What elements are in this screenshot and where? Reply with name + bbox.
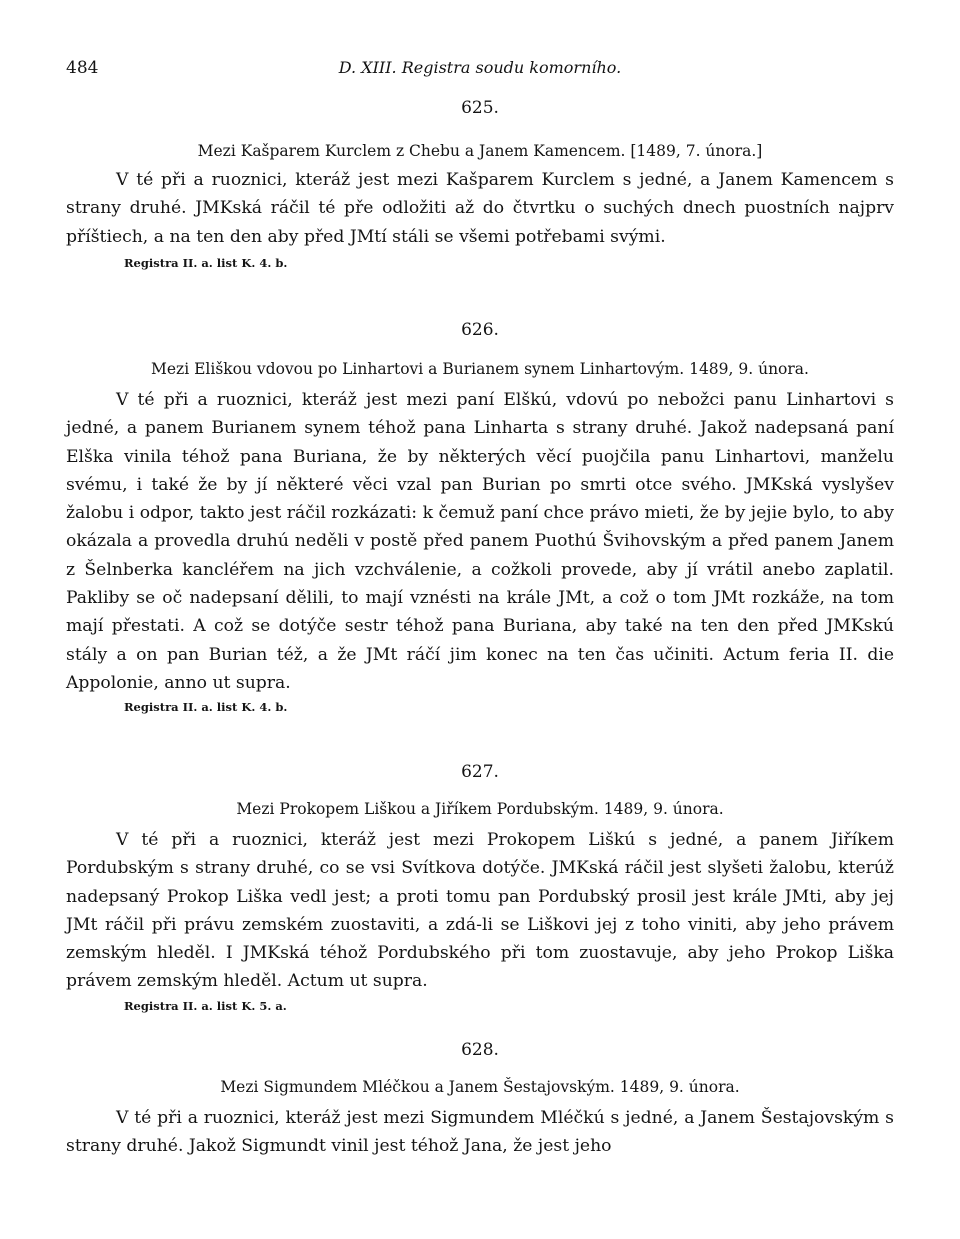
entry-number: 626. — [461, 320, 499, 340]
entry-625 — [66, 98, 894, 273]
source-reference: Registra II. a. list K. 5. a. — [124, 998, 287, 1013]
entry-title: Mezi Eliškou vdovou po Linhartovi a Burianem synem Linhartovým. 1489, 9. února. — [151, 360, 809, 378]
entry-627 — [66, 762, 894, 1016]
entry-text: V té při a ruoznici, kteráž jest mezi Sigmundem Mléčkú s jedné, a Janem Šestajovským s strany druhé. Jakož Sigmundt vinil jest téhož Jana, že jest jeho — [66, 1108, 894, 1157]
entry-626 — [66, 320, 894, 717]
source-reference: Registra II. a. list K. 4. b. — [124, 700, 288, 715]
source-reference: Registra II. a. list K. 4. b. — [124, 255, 288, 270]
entry-text: V té při a ruoznici, kteráž jest mezi paní Elškú, vdovú po nebožci panu Linhartovi s jedné, a panem Burianem synem téhož pana Linharta s strany druhé. Jakož nadepsaná paní Elška vinila téhož pana Buriana, že by některých věcí puojčila panu Linhartovi, manželu svému, i také že by jí některé věci vzal pan Burian po smrti otce svého. JMKská vyslyšev žalobu i odpor, takto jest ráčil rozkázati: k čemuž paní chce právo mieti, že by jejie bylo, to aby okázala a provedla druhú neděli v postě před panem Puothú Švihovským a před panem Janem z Šelnberka kancléřem na jich vzchválenie, a cožkoli provede, aby jí vrátil anebo zaplatil. Pakliby se oč nadepsaní dělili, to mají vznésti na krále JMt, a což o tom JMt rozkáže, na tom mají přestati. A což se dotýče sestr téhož pana Buriana, aby také na ten den před JMKskú stály a on pan Burian též, a že JMt ráčí jim konec na ten čas učiniti. Actum feria II. die Appolonie, anno ut supra. — [66, 390, 894, 693]
entry-text: V té při a ruoznici, kteráž jest mezi Prokopem Liškú s jedné, a panem Jiříkem Pordubským s strany druhé, co se vsi Svítkova dotýče. JMKská ráčil jest slyšeti žalobu, kterúž nadepsaný Prokop Liška vedl jest; a proti tomu pan Pordubský prosil jest krále JMti, aby jej JMt ráčil při právu zemském zuostaviti, a zdá-li se Liškovi jej z toho viniti, aby jeho právem zemským hleděl. I JMKská téhož Pordubského při tom zuostavuje, aby jeho Prokop Liška právem zemským hleděl. Actum ut supra. — [66, 830, 894, 992]
entry-title: Mezi Prokopem Liškou a Jiříkem Pordubským. 1489, 9. února. — [236, 800, 724, 818]
entry-title: Mezi Kašparem Kurclem z Chebu a Janem Kamencem. [1489, 7. února.] — [197, 142, 763, 160]
entry-number: 625. — [461, 98, 499, 118]
running-title: D. XIII. Registra soudu komorního. — [338, 58, 622, 77]
document-page — [66, 0, 894, 1239]
entry-number: 627. — [461, 762, 499, 782]
page-header — [66, 58, 894, 82]
entry-628 — [66, 1040, 894, 1161]
entry-text: V té při a ruoznici, kteráž jest mezi Kašparem Kurclem s jedné, a Janem Kamencem s strany druhé. JMKská ráčil té pře odložiti až do čtvrtku o suchých dnech puostních najprv příštiech, a na ten den aby před JMtí stáli se všemi potřebami svými. — [66, 170, 894, 247]
page-number: 484 — [66, 58, 99, 78]
entry-number: 628. — [461, 1040, 499, 1060]
entry-title: Mezi Sigmundem Mléčkou a Janem Šestajovským. 1489, 9. února. — [220, 1078, 740, 1096]
